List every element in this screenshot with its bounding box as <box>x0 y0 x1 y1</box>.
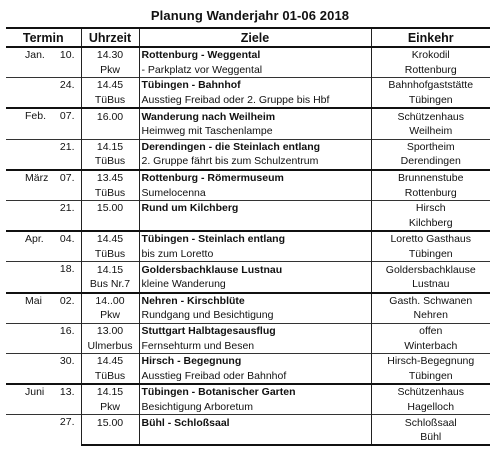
transport-cell <box>81 124 139 139</box>
table-row <box>6 200 490 215</box>
ziel-title-cell: Tübingen - Bahnhof <box>139 78 371 93</box>
ziel-note-cell: Ausstieg Freibad oder Bahnhof <box>139 368 371 384</box>
ziel-note-cell: Ausstieg Freibad oder 2. Gruppe bis Hbf <box>139 93 371 109</box>
einkehr-name-cell: Hirsch-Begegnung <box>371 353 490 368</box>
table-row <box>6 231 490 247</box>
einkehr-place-cell: Derendingen <box>371 154 490 170</box>
time-cell: 14.45 <box>81 231 139 247</box>
einkehr-name-cell: Schützenhaus <box>371 384 490 400</box>
day-label: 27. <box>59 416 75 429</box>
day-label: 21. <box>59 140 75 153</box>
ziel-title-cell: Tübingen - Botanischer Garten <box>139 384 371 400</box>
termin-cell <box>6 293 81 324</box>
termin-cell <box>6 353 81 384</box>
ziel-title-cell: Hirsch - Begegnung <box>139 353 371 368</box>
table-header-row <box>6 28 490 47</box>
ziel-title-cell: Rottenburg - Römermuseum <box>139 170 371 186</box>
ziel-note-cell: Fernsehturm und Besen <box>139 338 371 353</box>
ziel-note-cell: - Parkplatz vor Weggental <box>139 63 371 78</box>
termin-cell <box>6 231 81 262</box>
transport-cell: Bus Nr.7 <box>81 277 139 293</box>
table-row <box>6 415 490 430</box>
ziel-note-cell: 2. Gruppe fährt bis zum Schulzentrum <box>139 154 371 170</box>
day-label: 16. <box>59 324 75 337</box>
ziel-note-cell: kleine Wanderung <box>139 277 371 293</box>
day-label: 10. <box>59 49 75 61</box>
time-cell: 14.15 <box>81 384 139 400</box>
einkehr-place-cell: Tübingen <box>371 93 490 109</box>
einkehr-name-cell: Schützenhaus <box>371 108 490 124</box>
transport-cell: Pkw <box>81 400 139 415</box>
termin-cell <box>6 47 81 78</box>
transport-cell <box>81 430 139 446</box>
einkehr-place-cell: Weilheim <box>371 124 490 139</box>
day-label: 02. <box>59 294 75 307</box>
einkehr-name-cell: Loretto Gasthaus <box>371 231 490 247</box>
time-cell: 15.00 <box>81 200 139 215</box>
ziel-note-cell: Sumelocenna <box>139 185 371 200</box>
einkehr-place-cell: Rottenburg <box>371 185 490 200</box>
ziel-note-cell: bis zum Loretto <box>139 247 371 262</box>
time-cell: 13.00 <box>81 323 139 338</box>
table-row <box>6 323 490 338</box>
schedule-body <box>6 47 490 445</box>
month-label: Feb. <box>25 110 47 123</box>
termin-cell <box>6 78 81 109</box>
einkehr-place-cell: Lustnau <box>371 277 490 293</box>
einkehr-name-cell: Hirsch <box>371 200 490 215</box>
header-einkehr: Einkehr <box>371 28 490 47</box>
table-row <box>6 293 490 309</box>
einkehr-name-cell: offen <box>371 323 490 338</box>
ziel-title-cell: Stuttgart Halbtagesausflug <box>139 323 371 338</box>
transport-cell: TüBus <box>81 185 139 200</box>
table-row <box>6 170 490 186</box>
header-ziele: Ziele <box>139 28 371 47</box>
time-cell: 14..00 <box>81 293 139 309</box>
document-title: Planung Wanderjahr 01-06 2018 <box>150 8 350 23</box>
einkehr-place-cell: Tübingen <box>371 368 490 384</box>
ziel-note-cell: Heimweg mit Taschenlampe <box>139 124 371 139</box>
time-cell: 15.00 <box>81 415 139 430</box>
header-termin: Termin <box>6 28 81 47</box>
table-row <box>6 108 490 124</box>
day-label: 24. <box>59 79 75 92</box>
day-label: 30. <box>59 354 75 367</box>
schedule-table <box>6 27 490 446</box>
transport-cell: TüBus <box>81 247 139 262</box>
ziel-title-cell: Bühl - Schloßsaal <box>139 415 371 430</box>
table-row <box>6 262 490 277</box>
day-label: 07. <box>59 110 75 123</box>
einkehr-name-cell: Brunnenstube <box>371 170 490 186</box>
time-cell: 13.45 <box>81 170 139 186</box>
termin-cell <box>6 384 81 415</box>
day-label: 04. <box>59 233 75 246</box>
ziel-title-cell: Goldersbachklause Lustnau <box>139 262 371 277</box>
einkehr-place-cell: Tübingen <box>371 247 490 262</box>
einkehr-name-cell: Schloßsaal <box>371 415 490 430</box>
termin-cell <box>6 323 81 353</box>
month-label: März <box>25 171 49 184</box>
time-cell: 14.15 <box>81 139 139 154</box>
time-cell: 14.45 <box>81 78 139 93</box>
ziel-title-cell: Rottenburg - Weggental <box>139 47 371 63</box>
transport-cell <box>81 216 139 232</box>
einkehr-place-cell: Hagelloch <box>371 400 490 415</box>
einkehr-place-cell: Rottenburg <box>371 63 490 78</box>
termin-cell <box>6 170 81 201</box>
einkehr-place-cell: Kilchberg <box>371 216 490 232</box>
transport-cell: TüBus <box>81 93 139 109</box>
transport-cell: Ulmerbus <box>81 338 139 353</box>
table-row <box>6 78 490 93</box>
table-row <box>6 139 490 154</box>
time-cell: 14.15 <box>81 262 139 277</box>
ziel-note-cell <box>139 430 371 446</box>
time-cell: 16.00 <box>81 108 139 124</box>
termin-cell <box>6 415 81 446</box>
einkehr-name-cell: Bahnhofgaststätte <box>371 78 490 93</box>
einkehr-place-cell: Nehren <box>371 308 490 323</box>
einkehr-name-cell: Goldersbachklause <box>371 262 490 277</box>
transport-cell: Pkw <box>81 63 139 78</box>
month-label: Apr. <box>25 233 44 246</box>
table-row <box>6 353 490 368</box>
month-label: Juni <box>25 386 45 399</box>
einkehr-place-cell: Bühl <box>371 430 490 446</box>
einkehr-name-cell: Sportheim <box>371 139 490 154</box>
ziel-title-cell: Wanderung nach Weilheim <box>139 108 371 124</box>
time-cell: 14.30 <box>81 47 139 63</box>
month-label: Mai <box>25 294 42 307</box>
table-row <box>6 384 490 400</box>
termin-cell <box>6 139 81 170</box>
termin-cell <box>6 262 81 293</box>
einkehr-name-cell: Krokodil <box>371 47 490 63</box>
ziel-title-cell: Nehren - Kirschblüte <box>139 293 371 309</box>
table-row <box>6 47 490 63</box>
ziel-note-cell: Besichtigung Arboretum <box>139 400 371 415</box>
termin-cell <box>6 108 81 139</box>
einkehr-place-cell: Winterbach <box>371 338 490 353</box>
ziel-note-cell <box>139 216 371 232</box>
day-label: 07. <box>59 171 75 184</box>
day-label: 18. <box>59 263 75 276</box>
transport-cell: TüBus <box>81 154 139 170</box>
ziel-title-cell: Derendingen - die Steinlach entlang <box>139 139 371 154</box>
time-cell: 14.45 <box>81 353 139 368</box>
termin-cell <box>6 200 81 231</box>
einkehr-name-cell: Gasth. Schwanen <box>371 293 490 309</box>
day-label: 13. <box>59 386 75 399</box>
month-label: Jan. <box>25 49 45 61</box>
ziel-note-cell: Rundgang und Besichtigung <box>139 308 371 323</box>
transport-cell: Pkw <box>81 308 139 323</box>
day-label: 21. <box>59 201 75 214</box>
ziel-title-cell: Rund um Kilchberg <box>139 200 371 215</box>
header-uhrzeit: Uhrzeit <box>81 28 139 47</box>
ziel-title-cell: Tübingen - Steinlach entlang <box>139 231 371 247</box>
transport-cell: TüBus <box>81 368 139 384</box>
